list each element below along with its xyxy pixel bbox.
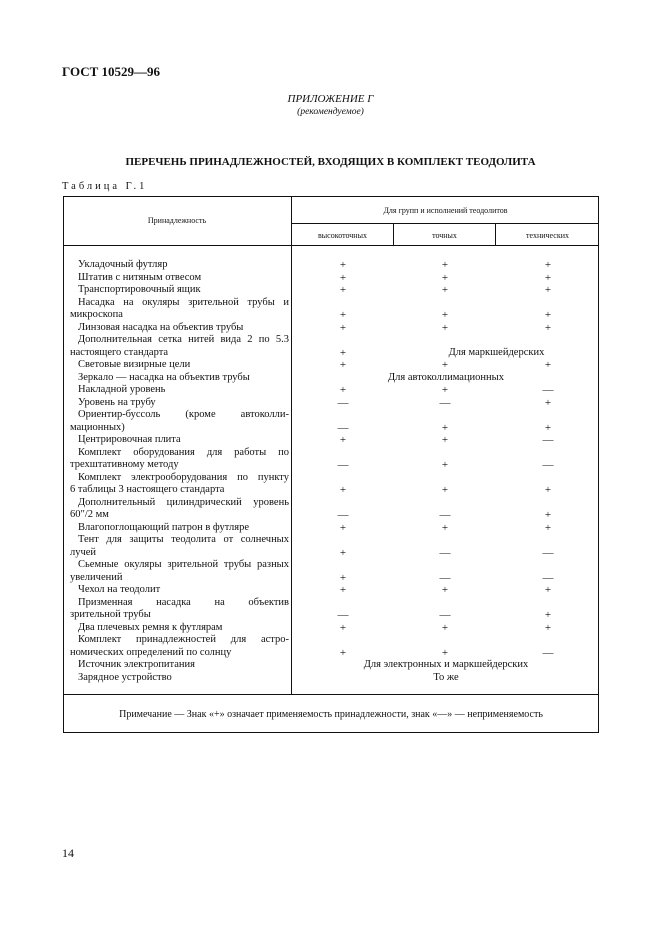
accessory-name: Влагопоглощающий патрон в футляре — [78, 521, 250, 533]
high-precision-header: высокоточных — [318, 231, 367, 240]
high-mark: + — [339, 434, 347, 446]
precise-mark: — — [439, 509, 451, 521]
high-precision-mark: + — [339, 346, 347, 359]
header-bottom-line — [63, 245, 599, 246]
precise-mark: + — [441, 621, 449, 634]
appendix-subtitle: (рекомендуемое) — [297, 107, 364, 117]
accessory-name: Комплект оборудования для работы по — [78, 446, 289, 458]
accessory-name: Световые визирные цели — [78, 359, 191, 370]
high-mark: — — [337, 509, 349, 521]
high-mark: + — [339, 546, 347, 559]
technical-mark: + — [544, 421, 552, 434]
precise-mark: + — [441, 421, 449, 434]
column-divider — [291, 196, 292, 694]
note-divider — [63, 694, 599, 695]
accessory-name: Тент для защиты теодолита от солнечных — [78, 534, 289, 545]
accessory-name-continuation: трехштативному методу — [70, 459, 179, 470]
accessory-name-continuation: микроскопа — [70, 309, 123, 320]
technical-mark: + — [544, 309, 552, 321]
accessory-name: Укладочный футляр — [78, 259, 168, 270]
main-title: ПЕРЕЧЕНЬ ПРИНАДЛЕЖНОСТЕЙ, ВХОДЯЩИХ В КОМПЛЕКТ ТЕОДОЛИТА — [125, 156, 536, 168]
precise-mark: — — [439, 609, 451, 621]
precise-mark: + — [441, 459, 449, 471]
accessory-name: Штатив с нитяным отвесом — [78, 271, 202, 283]
precise-mark: + — [441, 359, 449, 371]
page-number: 14 — [62, 846, 74, 860]
technical-mark: + — [544, 609, 552, 621]
technical-mark: + — [544, 271, 552, 284]
table-label: Таблица Г.1 — [62, 181, 148, 192]
technical-mark: — — [542, 646, 554, 659]
technical-mark: + — [544, 284, 552, 296]
precise-mark: + — [441, 321, 449, 334]
accessory-name: Ориентир-буссоль (кроме автоколли- — [78, 409, 289, 420]
precise-mark: + — [441, 259, 449, 271]
technical-mark: — — [542, 434, 554, 446]
accessory-name: Насадка на окуляры зрительной трубы и — [78, 296, 289, 308]
high-mark: + — [339, 271, 347, 284]
high-mark: + — [339, 521, 347, 534]
high-mark: — — [337, 396, 349, 409]
precise-mark: + — [441, 284, 449, 296]
technical-mark: — — [542, 384, 554, 396]
appendix-title: ПРИЛОЖЕНИЕ Г — [287, 93, 374, 105]
accessory-column-header: Принадлежность — [147, 216, 207, 225]
applicability-span: Для электронных и маркшейдерских — [363, 659, 529, 670]
accessory-name: Чехол на теодолит — [78, 584, 161, 595]
high-mark: + — [339, 359, 347, 371]
accessory-name: Зарядное устройство — [78, 671, 172, 683]
high-mark: + — [339, 621, 347, 634]
applicability-span: Для маркшейдерских — [448, 346, 545, 358]
accessory-name: Дополнительная сетка нитей вида 2 по 5.3 — [78, 334, 289, 345]
accessory-name-continuation: 6 таблицы 3 настоящего стандарта — [70, 484, 225, 495]
accessory-name: Центрировочная плита — [78, 434, 181, 445]
high-mark: + — [339, 284, 347, 296]
high-mark: — — [337, 459, 349, 471]
technical-mark: + — [544, 584, 552, 596]
precise-mark: — — [439, 546, 451, 559]
precise-mark: + — [441, 384, 449, 396]
high-mark: + — [339, 646, 347, 659]
header-divider — [291, 223, 599, 224]
applicability-span: То же — [433, 671, 459, 683]
technical-mark: + — [544, 396, 552, 409]
accessory-name-continuation: лучей — [70, 546, 97, 558]
technical-mark: + — [544, 321, 552, 334]
applicability-span: Для автоколлимационных — [388, 371, 504, 383]
accessory-name: Два плечевых ремня к футлярам — [78, 621, 223, 633]
accessory-name: Сьемные окуляры зрительной трубы разных — [78, 559, 289, 570]
group-column-header: Для групп и исполнений теодолитов — [383, 206, 508, 215]
accessory-name: Уровень на трубу — [78, 396, 156, 408]
precise-mark: — — [439, 396, 451, 409]
technical-mark: + — [544, 621, 552, 634]
accessory-name-continuation: мационных) — [70, 421, 125, 433]
technical-mark: + — [544, 509, 552, 521]
precise-mark: + — [441, 584, 449, 596]
high-mark: + — [339, 584, 347, 596]
accessory-name: Призменная насадка на объектив — [78, 596, 289, 608]
precise-mark: + — [441, 484, 449, 496]
precise-mark: + — [441, 434, 449, 446]
technical-mark: — — [542, 459, 554, 471]
table-note: Примечание — Знак «+» означает применяемость принадлежности, знак «—» — неприменяемость — [119, 709, 543, 720]
high-mark: + — [339, 309, 347, 321]
technical-mark: + — [544, 521, 552, 534]
accessory-name: Дополнительный цилиндрический уровень — [78, 496, 289, 508]
precise-mark: + — [441, 646, 449, 659]
accessory-name-continuation: увеличений — [70, 571, 123, 583]
technical-mark: + — [544, 359, 552, 371]
high-mark: + — [339, 259, 347, 271]
high-mark: — — [337, 421, 349, 434]
accessory-name: Зеркало — насадка на объектив трубы — [78, 371, 250, 383]
precise-mark: + — [441, 271, 449, 284]
technical-header: технических — [526, 231, 569, 240]
high-mark: + — [339, 321, 347, 334]
precise-mark: + — [441, 309, 449, 321]
technical-mark: + — [544, 259, 552, 271]
precise-mark: + — [441, 521, 449, 534]
accessory-name: Накладной уровень — [78, 384, 166, 395]
accessory-name: Комплект электрооборудования по пункту — [78, 471, 289, 483]
accessory-name: Линзовая насадка на объектив трубы — [78, 321, 244, 333]
high-mark: + — [339, 484, 347, 496]
high-mark: + — [339, 571, 347, 584]
document-code: ГОСТ 10529—96 — [62, 64, 161, 79]
accessory-name-continuation: 60″/2 мм — [70, 509, 109, 520]
accessory-name: Комплект принадлежностей для астро- — [78, 634, 289, 645]
technical-mark: — — [542, 546, 554, 559]
technical-mark: — — [542, 571, 554, 584]
accessory-name-continuation: настоящего стандарта — [70, 346, 169, 358]
accessory-name: Источник электропитания — [78, 659, 195, 670]
accessory-name: Транспортировочный ящик — [78, 284, 201, 295]
high-mark: + — [339, 384, 347, 396]
technical-mark: + — [544, 484, 552, 496]
high-mark: — — [337, 609, 349, 621]
accessory-name-continuation: зрительной трубы — [70, 609, 151, 620]
precise-mark: — — [439, 571, 451, 584]
accessory-name-continuation: номических определений по солнцу — [70, 646, 232, 658]
precise-header: точных — [432, 231, 457, 240]
